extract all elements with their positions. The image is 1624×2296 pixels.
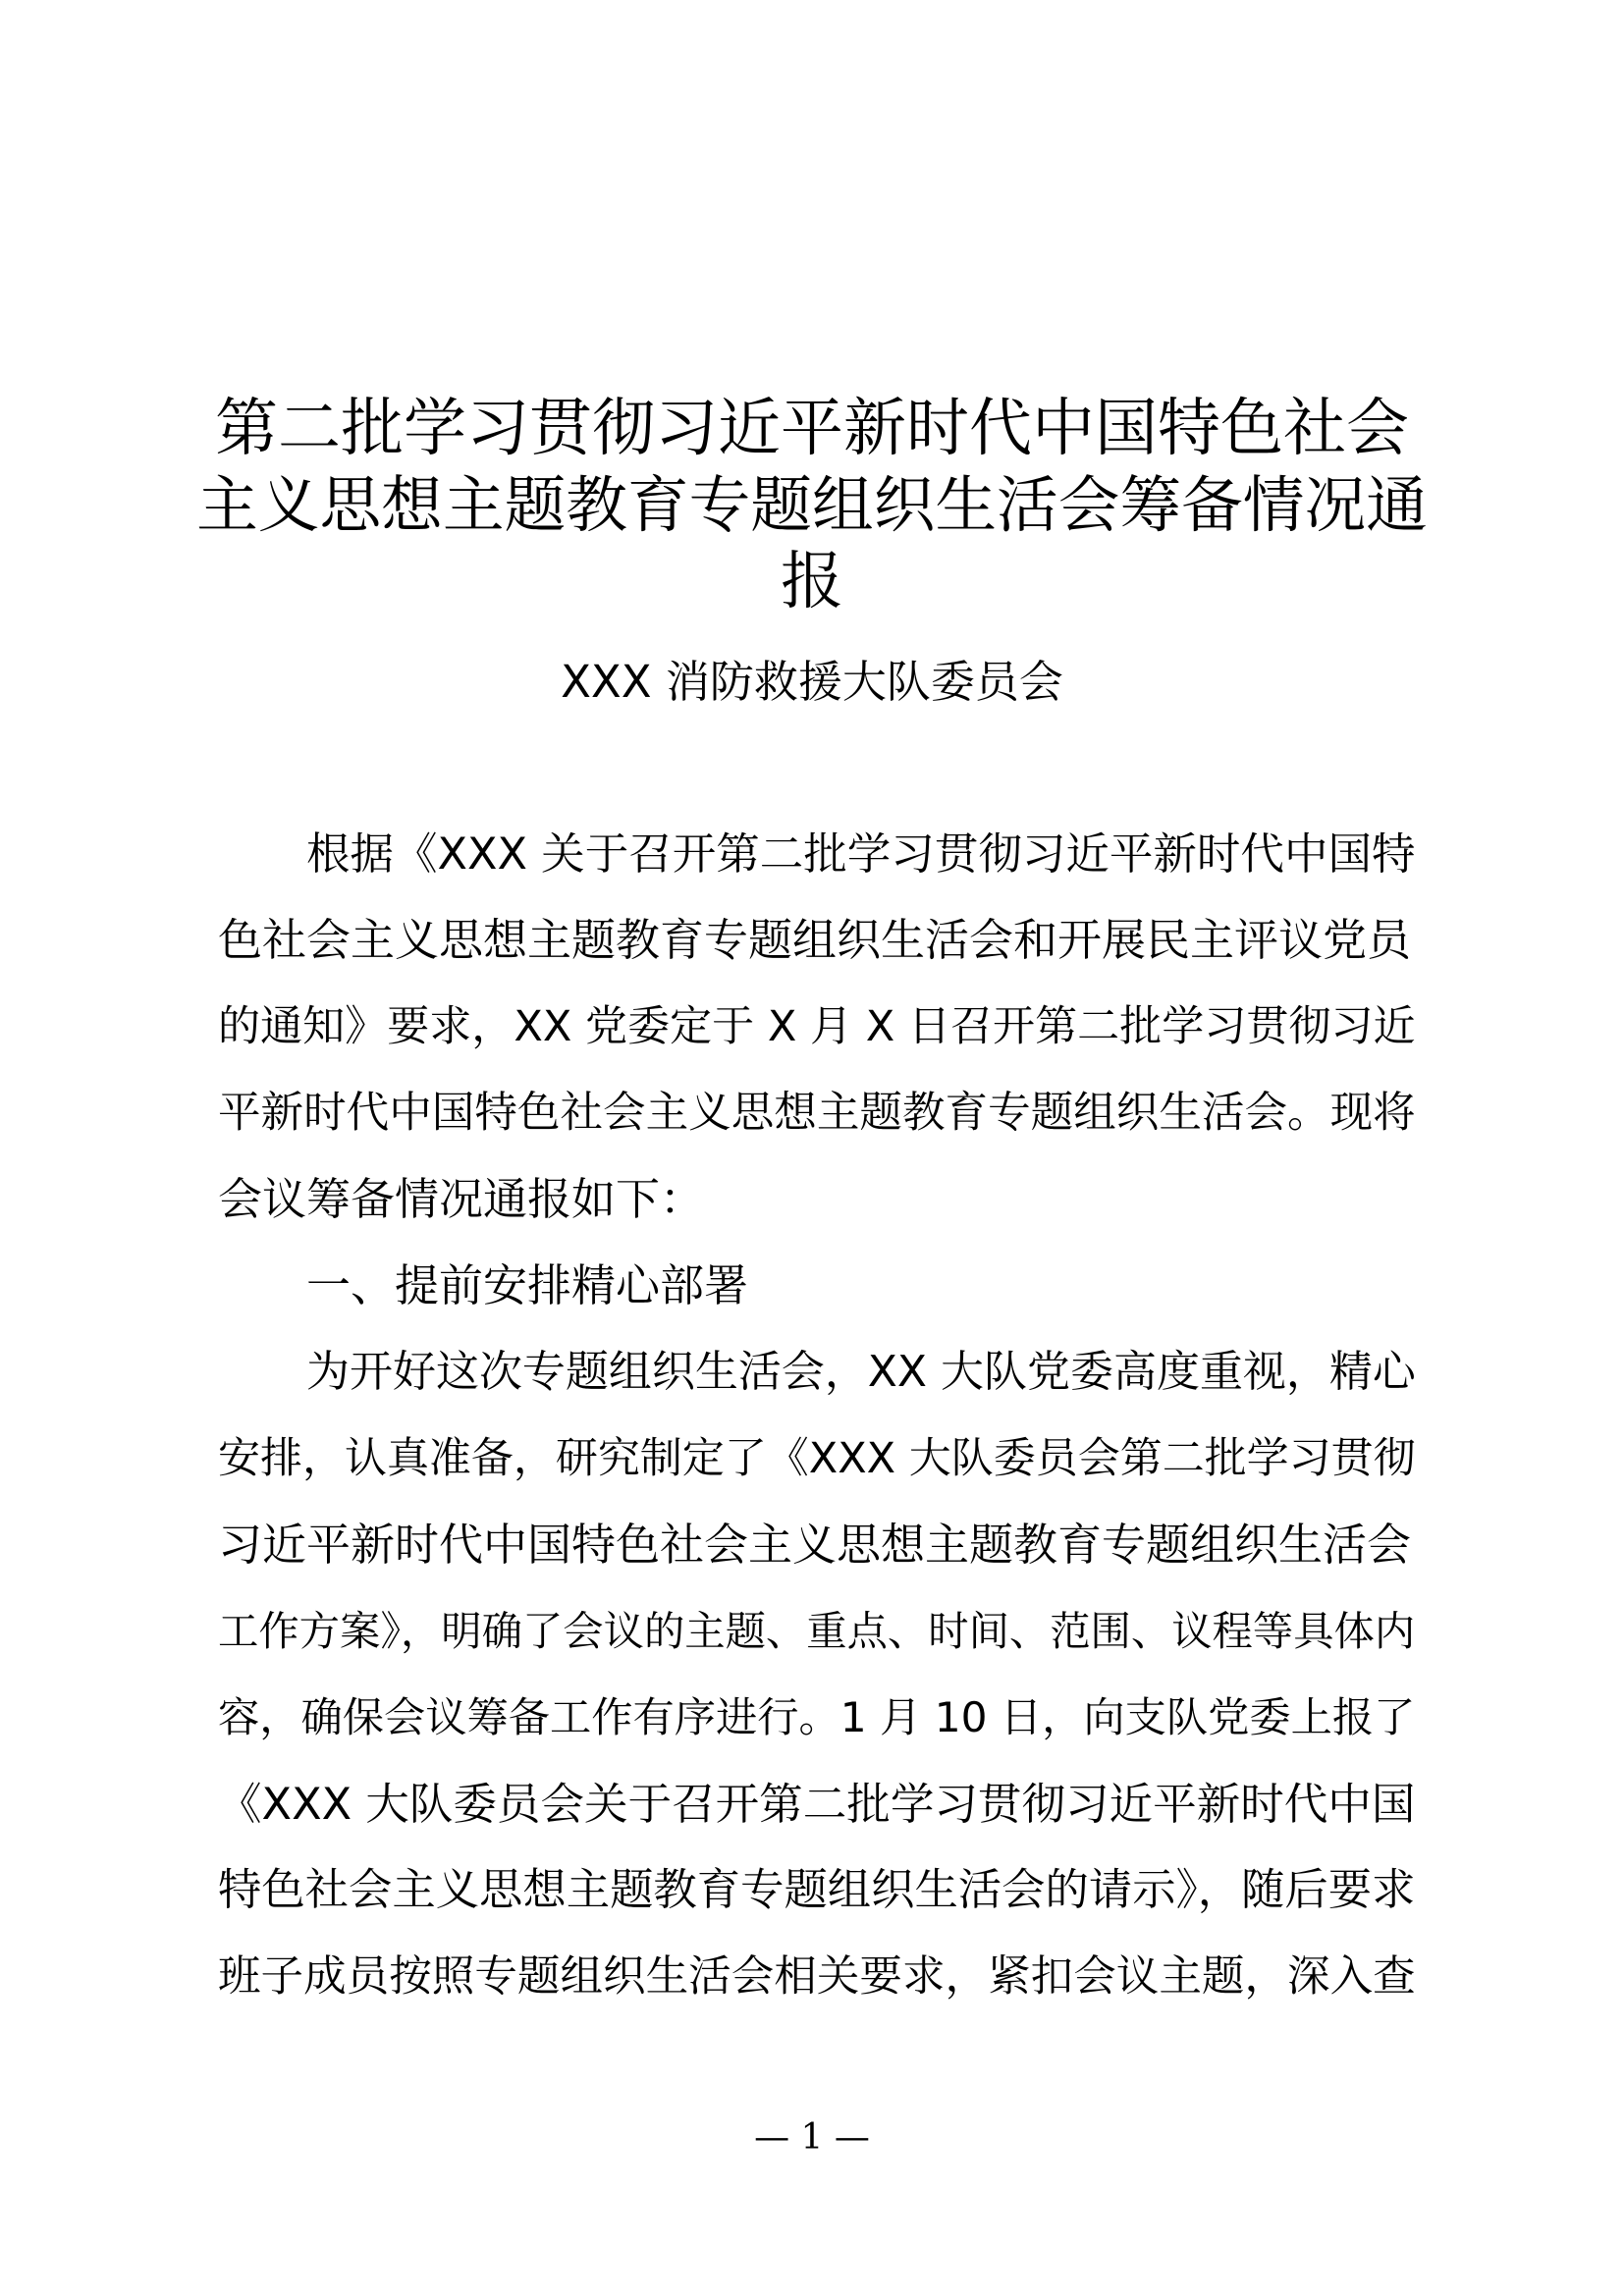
- body-line: 容，确保会议筹备工作有序进行。1 月 10 日，向支队党委上报了: [218, 1693, 1416, 1741]
- body-line: 色社会主义思想主题教育专题组织生活会和开展民主评议党员: [218, 914, 1412, 966]
- body-line: 班子成员按照专题组织生活会相关要求，紧扣会议主题，深入查: [218, 1952, 1416, 2002]
- section-heading: 一、提前安排精心部署: [306, 1259, 749, 1311]
- document-title: [196, 391, 1428, 620]
- page-number: — 1 —: [754, 2117, 870, 2158]
- title-line: 第二批学习贯彻习近平新时代中国特色社会: [215, 393, 1409, 465]
- body-line: 根据《XXX 关于召开第二批学习贯彻习近平新时代中国特: [306, 828, 1416, 880]
- title-line: 主义思想主题教育专题组织生活会筹备情况通: [196, 469, 1428, 541]
- body-line: 平新时代中国特色社会主义思想主题教育专题组织生活会。现将: [218, 1089, 1416, 1138]
- title-line: 报: [781, 546, 843, 618]
- body-line: 《XXX 大队委员会关于召开第二批学习贯彻习近平新时代中国: [218, 1779, 1416, 1830]
- body-line: 的通知》要求，XX 党委定于 X 月 X 日召开第二批学习贯彻习近: [218, 1002, 1416, 1051]
- body-line: 特色社会主义思想主题教育专题组织生活会的请示》，随后要求: [218, 1865, 1416, 1915]
- issuer-name: XXX 消防救援大队委员会: [561, 656, 1063, 708]
- body-line: 为开好这次专题组织生活会，XX 大队党委高度重视，精心: [306, 1347, 1416, 1397]
- body-line: 安排，认真准备，研究制定了《XXX 大队委员会第二批学习贯彻: [218, 1434, 1416, 1483]
- body-line: 习近平新时代中国特色社会主义思想主题教育专题组织生活会: [218, 1519, 1412, 1571]
- body-line: 会议筹备情况通报如下：: [218, 1173, 705, 1225]
- body-line: 工作方案》，明确了会议的主题、重点、时间、范围、议程等具体内: [218, 1608, 1416, 1655]
